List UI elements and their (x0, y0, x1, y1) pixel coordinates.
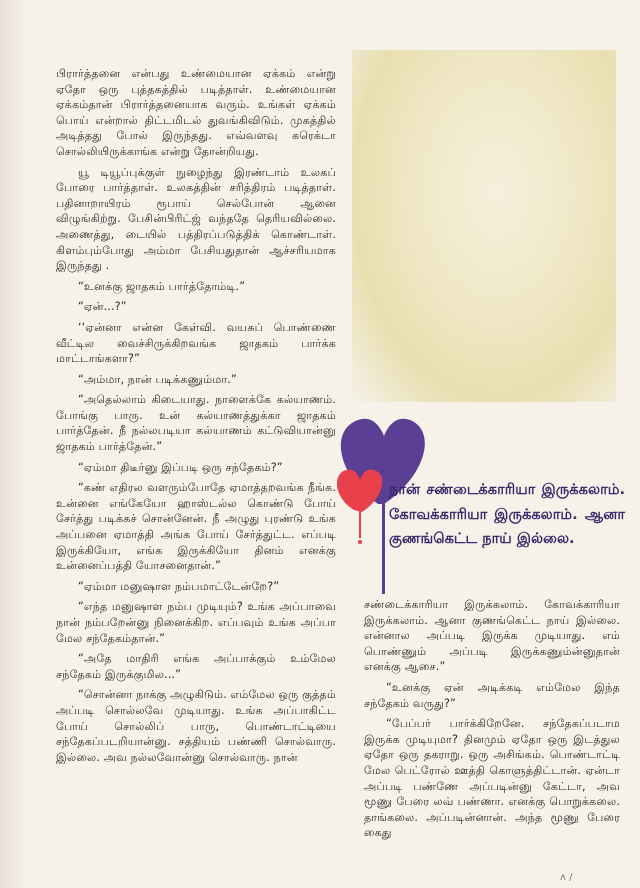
page-spine-shadow (0, 0, 26, 888)
paragraph: “உனக்கு ஜாதகம் பார்த்தோம்டி.” (78, 279, 246, 293)
paragraph: பிரார்த்தனை என்பது உண்மையான ஏக்கம் என்று ஏதோ ஒரு புத்தகத்தில் படித்தாள். உண்மையான ஏக்கம்தான் பிரார்த்தனையாக வரும். உங்கள் ஏக்கம் பொய் என்றால் திட்டமிடல் துவங்கிவிடும். முகத்தில் அடித்தது போல் இருந்தது. எவ்வளவு கரெக்டா சொல்லியிருக்காங்க என்று தோன்றியது. (56, 67, 336, 158)
paragraph: “அம்மா, நான் படிக்கணும்மா.” (78, 372, 237, 386)
paragraph: “ஏம்மா திடீர்னு இப்படி ஒரு சந்தேகம்?” (78, 460, 283, 474)
paragraph: “எந்த மனுஷாள நம்ப முடியும்? உங்க அப்பாவை நான் நம்பறேன்னு நினைக்கிற. எப்பவும் உங்க அப்பா மேல சந்தேகம்தான்.” (56, 600, 336, 645)
paragraph: ‘‘ஏன்னா என்ன கேள்வி. வயசுப் பொண்ணை வீட்டில வைச்சிருக்கிறவங்க ஜாதகம் பார்க்க மாட்டாங்களா?” (56, 320, 336, 366)
paragraph: “சொன்னா நாக்கு அழுகிடும். எம்மேல ஒரு குத்தம் அப்படி சொல்லவே முடியாது. உங்க அப்பாகிட்ட போய் சொல்லிப் பாரு, பொண்டாட்டியை சந்தேகப்படறியான்னு. சத்தியம் பண்ணி சொல்வாரு. இல்லை. அவ நல்லவோன்னு சொல்வாரு. நான் (56, 688, 336, 764)
paragraph: “ஏம்மா மனுஷாள நம்பமாட்டேன்றே?” (78, 579, 280, 593)
article-right-column (364, 597, 620, 846)
paragraph: “உனக்கு ஏன் அடிக்கடி எம்மேல இந்த சந்தேகம் வருது?” (364, 680, 620, 710)
paragraph: “ஏன்...?” (78, 300, 127, 314)
paragraph: “கண் எதிரல வளரும்போதே ஏமாத்தறவங்க நீங்க. உன்னை எங்கேயோ ஹாஸ்டல்ல கொண்டு போய் சேர்த்து படிக்கச் சொன்னேன். நீ அழுது புரண்டு உங்க அப்பனை ஏமாத்தி அங்க போய் சேர்த்துட்ட. எப்படி இருக்கியோ, எங்க இருக்கியோ தினம் எனக்கு உன்னைப்பத்தி யோசனைதான்.” (56, 481, 336, 573)
article-left-column (56, 66, 336, 770)
paragraph: “பேப்பர் பார்க்கிறேனே. சந்தேகப்படாம இருக்க முடியுமா? தினமும் ஏதோ ஒரு இடத்துல ஏதோ ஒரு தகராறு. ஒரு அசிங்கம். பொண்டாட்டி மேல பெட்ரோல் ஊத்தி கொளுத்திட்டான். ஏன்டா அப்படி பண்ணே அப்படின்னு கேட்டா, அவ மூணு பேரை லவ் பண்ணா. எனக்கு பொறுக்கலை. தாங்கலை. அப்படின்னான். அந்த மூணு பேரை கைது (364, 717, 620, 840)
paragraph: சண்டைக்காரியா இருக்கலாம். கோவக்காரியா இருக்கலாம். ஆனா குணங்கெட்ட நாய் இல்லை. என்னால அப்படி இருக்க முடியாது. எம் பொண்ணும் அப்படி இருக்கணும்ன்னுதான் எனக்கு ஆசை.” (364, 598, 620, 674)
page-corner-mark: ʌ / (560, 872, 573, 883)
paragraph: யூ டியூப்புக்குள் நுழைந்து இரண்டாம் உலகப் போரை பார்த்தாள். உலகத்தின் சரித்திரம் படித்தாள். பதினாறாயிரம் ரூபாய் செல்போன் ஆனை விழுங்கிற்று. பேசின்பிரிட்ஜ் வந்ததே தெரியவில்லை. அணைத்து, டையில் பத்திரப்படுத்திக் கொண்டாள். கிளம்பும்போது அம்மா பேசியதுதான் ஆச்சரியமாக இருந்தது . (56, 165, 336, 273)
woman-in-saree-photo (352, 50, 616, 402)
paragraph: “அதே மாதிரி எங்க அப்பாக்கும் உம்மேல சந்தேகம் இருக்குமில...” (56, 652, 336, 681)
pull-quote: நான் சண்டைக்காரியா இருக்கலாம். கோவக்காரியா இருக்கலாம். ஆனா குணங்கெட்ட நாய் இல்லை. (389, 481, 625, 548)
paragraph: “அதெல்லாம் கிடையாது. நாளைக்கே கல்யாணம். போங்கு பாரு. உன் கல்யாணத்துக்கா ஜாதகம் பார்த்தேன். நீ நல்லபடியா கல்யாணம் கட்டுவியான்னு ஜாதகம் பார்த்தேன்.” (56, 393, 336, 454)
